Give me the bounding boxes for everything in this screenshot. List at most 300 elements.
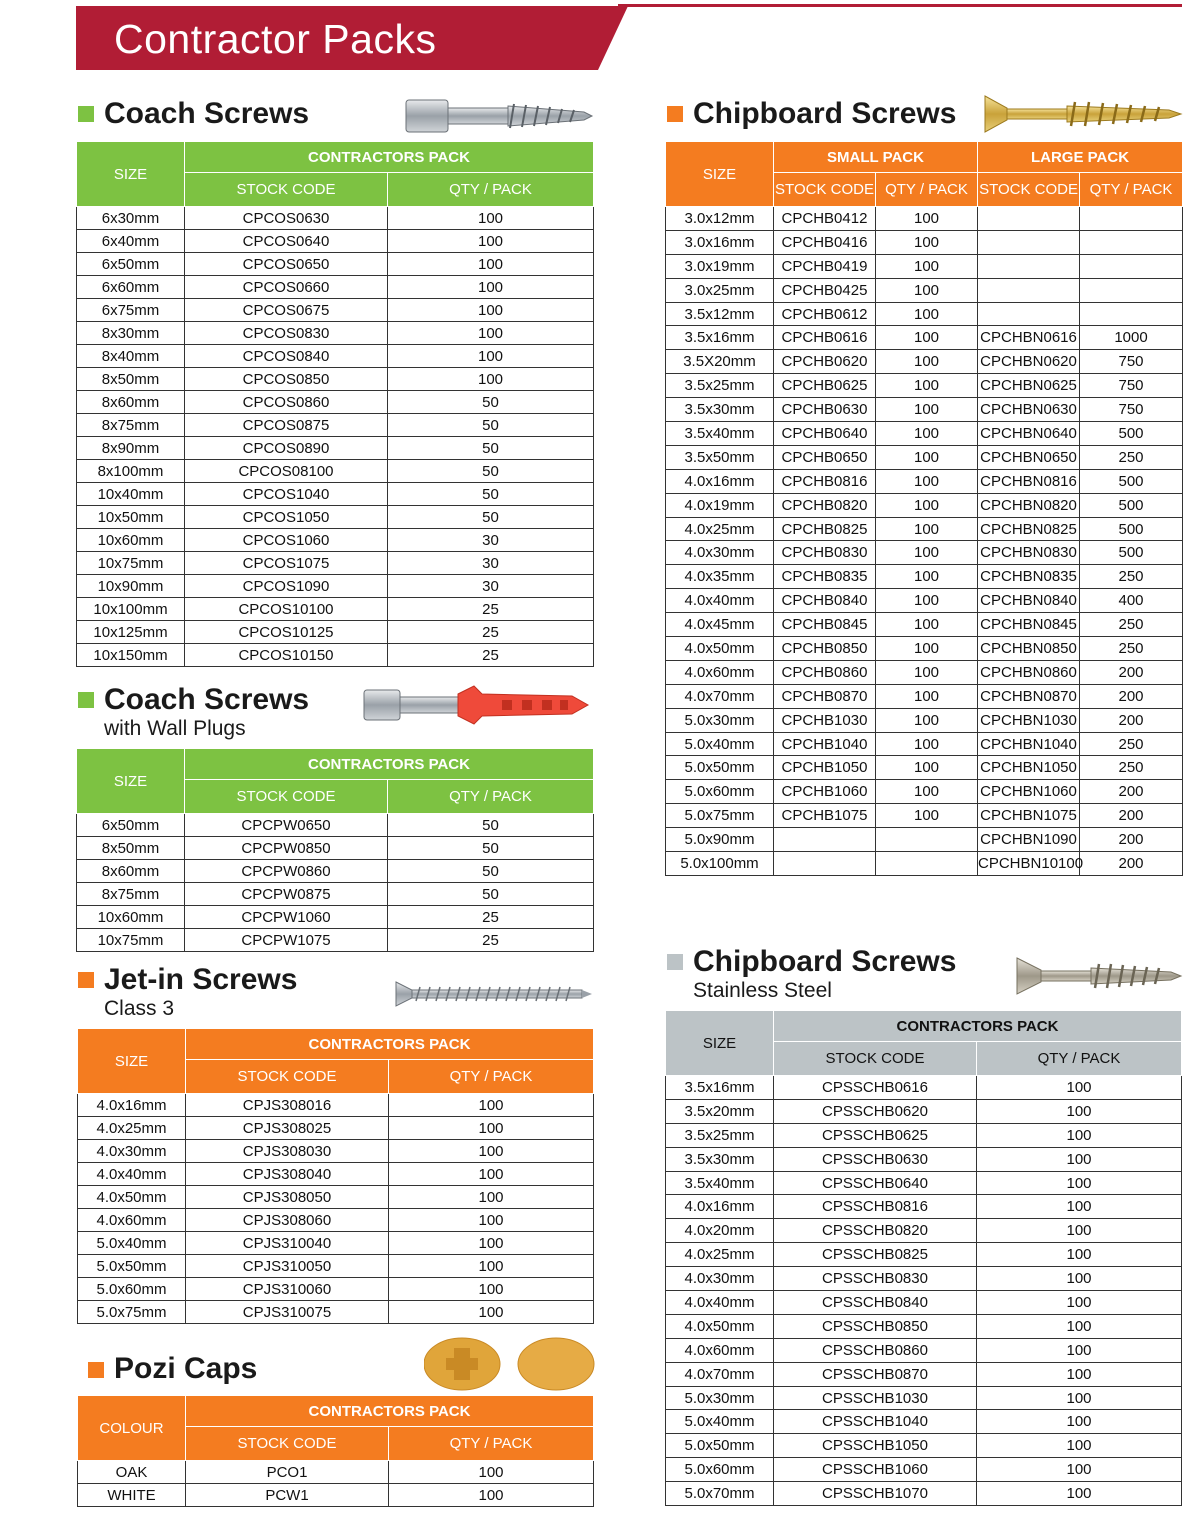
table-cell: 100 [876,613,978,637]
table-cell: 100 [876,422,978,446]
table-cell [978,207,1080,231]
table-cell: 30 [388,529,594,552]
table-cell: CPCPW0650 [185,814,388,837]
table-row [78,1140,594,1163]
table-cell: 100 [876,708,978,732]
table-cell: CPCHBN0620 [978,350,1080,374]
group-header: CONTRACTORS PACK [186,1396,594,1427]
table-row [77,598,594,621]
table-row [666,1338,1182,1362]
wall-plug-icon [362,682,592,728]
table-cell: CPSSCHB1030 [774,1386,977,1410]
table-cell: CPCOS1075 [185,552,388,575]
col-size-header: SIZE [77,749,185,814]
table-cell: 100 [977,1314,1182,1338]
table-cell: 750 [1080,350,1183,374]
table-cell: CPCPW1075 [185,929,388,952]
table-row [666,589,1183,613]
table-cell: CPCHBN0830 [978,541,1080,565]
table-cell: 100 [389,1140,594,1163]
table-cell: CPSSCHB1060 [774,1458,977,1482]
coach-screws-table [76,141,594,667]
table-cell: CPJS308016 [186,1094,389,1117]
table-cell: CPCHB0425 [774,278,876,302]
table-row [77,276,594,299]
table-cell: 100 [388,207,594,230]
orange-square-icon [78,972,94,988]
table-row [77,391,594,414]
section-title: Chipboard Screws [693,97,957,130]
table-cell: CPCHB0845 [774,613,876,637]
table-cell: 400 [1080,589,1183,613]
orange-square-icon [88,1362,104,1378]
table-cell: 4.0x60mm [666,660,774,684]
table-row [666,1386,1182,1410]
jetin-screw-icon [394,978,594,1008]
group-header: CONTRACTORS PACK [774,1011,1182,1042]
table-cell: WHITE [78,1484,186,1507]
table-cell: CPSSCHB0825 [774,1243,977,1267]
table-cell: 5.0x30mm [666,1386,774,1410]
table-cell: CPSSCHB0860 [774,1338,977,1362]
table-cell: 3.5x20mm [666,1099,774,1123]
table-cell: 100 [389,1461,594,1484]
table-cell: CPCHB0640 [774,422,876,446]
section-subtitle: Class 3 [104,997,175,1020]
table-row [78,1301,594,1324]
table-cell: CPCOS08100 [185,460,388,483]
orange-square-icon [667,106,683,122]
table-cell: CPCHBN0616 [978,326,1080,350]
table-cell: CPCHBN0850 [978,637,1080,661]
table-row [78,1186,594,1209]
table-row [666,1267,1182,1291]
table-cell: 100 [876,637,978,661]
table-cell: 100 [876,804,978,828]
table-cell: CPSSCHB0870 [774,1362,977,1386]
table-cell: 200 [1080,684,1183,708]
green-square-icon [78,692,94,708]
table-cell: 50 [388,414,594,437]
table-cell: 100 [876,230,978,254]
table-cell: 200 [1080,780,1183,804]
table-row [77,621,594,644]
table-cell: 5.0x90mm [666,828,774,852]
table-cell: 3.5x12mm [666,302,774,326]
table-row [77,883,594,906]
pozi-caps-table [77,1395,594,1507]
table-cell: CPSSCHB0620 [774,1099,977,1123]
table-row [666,1458,1182,1482]
table-cell: 4.0x60mm [666,1338,774,1362]
table-cell: 500 [1080,422,1183,446]
table-cell [1080,302,1183,326]
table-cell: CPCOS0640 [185,230,388,253]
table-cell: CPSSCHB0616 [774,1076,977,1100]
table-cell: 4.0x50mm [666,637,774,661]
table-cell: CPCPW1060 [185,906,388,929]
table-cell: 3.0x19mm [666,254,774,278]
table-cell: PCO1 [186,1461,389,1484]
table-cell: 100 [876,445,978,469]
table-cell: 4.0x45mm [666,613,774,637]
table-cell: CPCOS0675 [185,299,388,322]
table-row [666,1099,1182,1123]
table-cell: CPCHB1060 [774,780,876,804]
table-body [77,207,594,667]
table-cell: 3.5x30mm [666,1147,774,1171]
table-cell: 4.0x16mm [666,469,774,493]
group-header: CONTRACTORS PACK [185,142,594,173]
table-body [78,1094,594,1324]
table-cell: CPCHBN0840 [978,589,1080,613]
table-cell: CPCHBN0860 [978,660,1080,684]
table-cell: 3.5x25mm [666,374,774,398]
table-cell: CPCHB0850 [774,637,876,661]
table-cell: 6x60mm [77,276,185,299]
table-cell: 10x150mm [77,644,185,667]
col-size-header: SIZE [77,142,185,207]
table-cell: 8x50mm [77,368,185,391]
page-title: Contractor Packs [114,16,437,62]
table-cell: 3.0x25mm [666,278,774,302]
table-cell: CPCOS10150 [185,644,388,667]
table-cell: 6x40mm [77,230,185,253]
table-cell: CPCOS1060 [185,529,388,552]
table-cell: CPSSCHB0850 [774,1314,977,1338]
section-title: Coach Screws [104,683,310,716]
table-cell: CPCHB0840 [774,589,876,613]
stainless-chipboard-table [665,1010,1182,1506]
table-cell: 10x75mm [77,552,185,575]
table-cell: CPCHB1075 [774,804,876,828]
table-cell [1080,254,1183,278]
col-colour-header: COLOUR [78,1396,186,1461]
table-row [666,708,1183,732]
table-cell: 100 [876,517,978,541]
table-cell: CPJS308040 [186,1163,389,1186]
table-row [77,230,594,253]
table-row [77,860,594,883]
table-row [77,644,594,667]
table-cell: 100 [977,1267,1182,1291]
table-cell: 100 [876,374,978,398]
table-cell: 5.0x40mm [666,732,774,756]
table-cell: 3.5X20mm [666,350,774,374]
table-cell: CPCHB0630 [774,398,876,422]
table-cell: 10x75mm [77,929,185,952]
table-row [78,1209,594,1232]
table-cell: 3.5x40mm [666,422,774,446]
table-cell: 100 [977,1434,1182,1458]
table-cell [978,230,1080,254]
table-cell: 8x60mm [77,391,185,414]
table-cell: 200 [1080,828,1183,852]
table-row [666,398,1183,422]
table-cell: 10x50mm [77,506,185,529]
table-cell: 10x60mm [77,906,185,929]
table-cell: 100 [388,299,594,322]
table-cell: 6x50mm [77,253,185,276]
table-cell: CPCOS1050 [185,506,388,529]
table-cell: 50 [388,860,594,883]
table-cell: 200 [1080,804,1183,828]
table-cell: CPJS308050 [186,1186,389,1209]
table-cell: 4.0x70mm [666,684,774,708]
table-cell: 4.0x30mm [78,1140,186,1163]
table-cell: CPCHBN1090 [978,828,1080,852]
table-row [666,350,1183,374]
table-cell: 100 [876,398,978,422]
table-cell: 3.0x16mm [666,230,774,254]
table-cell: 8x30mm [77,322,185,345]
table-cell: 50 [388,460,594,483]
table-cell: 750 [1080,374,1183,398]
table-row [78,1232,594,1255]
table-cell: 4.0x35mm [666,565,774,589]
table-row [666,1195,1182,1219]
table-row [666,1123,1182,1147]
table-cell: CPCHBN0630 [978,398,1080,422]
table-cell [774,852,876,876]
col-code-header: STOCK CODE [978,173,1080,207]
section-subtitle: Stainless Steel [693,979,832,1002]
table-row [77,368,594,391]
table-cell: CPJS310075 [186,1301,389,1324]
table-row [77,345,594,368]
table-cell: 5.0x100mm [666,852,774,876]
table-cell: 100 [876,660,978,684]
table-cell: 4.0x30mm [666,541,774,565]
table-row [666,828,1183,852]
col-qty-header: QTY / PACK [876,173,978,207]
table-cell: CPCOS10100 [185,598,388,621]
col-code-header: STOCK CODE [774,173,876,207]
table-row [666,374,1183,398]
col-size-header: SIZE [666,1011,774,1076]
table-cell: 5.0x75mm [78,1301,186,1324]
table-cell: 3.5x30mm [666,398,774,422]
table-cell: CPCHB0825 [774,517,876,541]
table-cell: CPCOS1040 [185,483,388,506]
table-row [77,575,594,598]
table-cell: 10x60mm [77,529,185,552]
section-title: Pozi Caps [114,1352,258,1385]
table-cell: 200 [1080,708,1183,732]
table-cell: CPCHB0419 [774,254,876,278]
table-cell: CPJS308060 [186,1209,389,1232]
coach-screw-icon [404,94,594,138]
table-row [666,613,1183,637]
table-cell: 25 [388,929,594,952]
table-row [77,299,594,322]
table-cell: 100 [977,1147,1182,1171]
table-cell: 100 [977,1099,1182,1123]
table-cell: CPCOS0850 [185,368,388,391]
table-cell: CPSSCHB0840 [774,1291,977,1315]
table-cell: 50 [388,837,594,860]
table-row [666,207,1183,231]
table-cell: CPCHBN0625 [978,374,1080,398]
table-cell: 4.0x25mm [666,1243,774,1267]
table-cell: CPCHB0820 [774,493,876,517]
table-cell: 100 [876,732,978,756]
banner-top-rule [618,4,1182,7]
table-cell: 5.0x70mm [666,1482,774,1506]
table-cell [1080,278,1183,302]
table-row [666,804,1183,828]
table-cell: 25 [388,621,594,644]
table-cell: CPSSCHB0820 [774,1219,977,1243]
table-cell: 4.0x60mm [78,1209,186,1232]
table-row [666,852,1183,876]
table-cell: 100 [876,254,978,278]
pozi-caps-icon [424,1336,596,1392]
table-cell: 5.0x60mm [666,1458,774,1482]
table-cell: 100 [389,1232,594,1255]
table-row [666,1291,1182,1315]
table-cell: 250 [1080,565,1183,589]
table-cell [978,302,1080,326]
table-cell: CPCHBN0845 [978,613,1080,637]
table-cell: 5.0x40mm [78,1232,186,1255]
table-cell: 3.5x25mm [666,1123,774,1147]
table-row [77,322,594,345]
table-row [666,469,1183,493]
table-cell: CPJS310060 [186,1278,389,1301]
table-row [666,1219,1182,1243]
table-cell: 100 [876,350,978,374]
table-cell: 100 [389,1301,594,1324]
table-cell: CPCOS0830 [185,322,388,345]
table-cell: 3.5x16mm [666,326,774,350]
table-cell: CPCHBN0835 [978,565,1080,589]
table-row [78,1117,594,1140]
table-cell: 100 [388,368,594,391]
table-row [78,1163,594,1186]
section-title: Coach Screws [104,97,310,130]
table-cell: 8x100mm [77,460,185,483]
table-cell: 100 [389,1094,594,1117]
section-subtitle: with Wall Plugs [104,717,246,740]
table-cell: 250 [1080,756,1183,780]
table-row [77,529,594,552]
table-cell: 6x50mm [77,814,185,837]
col-size-header: SIZE [666,142,774,207]
table-cell [876,828,978,852]
table-cell: CPSSCHB0640 [774,1171,977,1195]
table-cell: 100 [388,253,594,276]
table-cell: 100 [876,541,978,565]
table-cell: CPCOS0660 [185,276,388,299]
table-cell: 100 [388,230,594,253]
table-cell: 25 [388,906,594,929]
table-cell: 50 [388,506,594,529]
table-row [77,906,594,929]
table-cell: 4.0x30mm [666,1267,774,1291]
table-row [666,1314,1182,1338]
table-row [666,1147,1182,1171]
table-cell [876,852,978,876]
table-cell: 3.5x40mm [666,1171,774,1195]
table-row [666,1482,1182,1506]
table-cell: 4.0x70mm [666,1362,774,1386]
table-cell: 100 [876,278,978,302]
table-cell: 5.0x75mm [666,804,774,828]
table-cell: CPCHBN1030 [978,708,1080,732]
table-row [77,414,594,437]
table-body [666,1076,1182,1506]
table-cell: CPCOS0650 [185,253,388,276]
table-cell: CPSSCHB1070 [774,1482,977,1506]
table-cell: CPCOS10125 [185,621,388,644]
table-cell: 100 [876,565,978,589]
col-qty-header: QTY / PACK [977,1042,1182,1076]
table-row [666,541,1183,565]
table-row [77,814,594,837]
table-cell: 250 [1080,613,1183,637]
table-cell: 100 [876,469,978,493]
table-cell: 4.0x20mm [666,1219,774,1243]
table-row [77,506,594,529]
table-row [666,1243,1182,1267]
table-cell: 4.0x16mm [666,1195,774,1219]
coach-wall-plugs-table [76,748,594,952]
table-cell: CPCHB0625 [774,374,876,398]
table-row [77,253,594,276]
table-cell: 50 [388,814,594,837]
table-cell: CPCHB1050 [774,756,876,780]
table-cell: CPCHBN1060 [978,780,1080,804]
table-cell: 100 [977,1123,1182,1147]
table-cell [978,254,1080,278]
table-cell: CPCHB0860 [774,660,876,684]
table-cell: CPCHB0816 [774,469,876,493]
table-cell: 5.0x50mm [666,756,774,780]
table-cell: CPSSCHB0630 [774,1147,977,1171]
table-row [666,660,1183,684]
table-cell: CPCHBN0820 [978,493,1080,517]
table-cell: CPCHBN1050 [978,756,1080,780]
table-row [666,637,1183,661]
green-square-icon [78,106,94,122]
table-cell: 100 [876,493,978,517]
col-code-header: STOCK CODE [186,1427,389,1461]
table-cell: 4.0x40mm [666,1291,774,1315]
table-row [666,756,1183,780]
table-cell: CPCHB0870 [774,684,876,708]
table-cell: CPCHBN10100 [978,852,1080,876]
table-cell: CPCHB0650 [774,445,876,469]
table-row [77,437,594,460]
group-header: CONTRACTORS PACK [185,749,594,780]
table-row [78,1484,594,1507]
table-cell: 3.5x16mm [666,1076,774,1100]
table-row [78,1278,594,1301]
table-cell: 10x125mm [77,621,185,644]
col-code-header: STOCK CODE [774,1042,977,1076]
table-row [666,254,1183,278]
table-cell: CPJS308025 [186,1117,389,1140]
table-cell: CPSSCHB0830 [774,1267,977,1291]
table-cell: 8x50mm [77,837,185,860]
table-cell: CPSSCHB0625 [774,1123,977,1147]
col-size-header: SIZE [78,1029,186,1094]
table-row [77,929,594,952]
table-cell: CPCOS0860 [185,391,388,414]
table-cell: 100 [389,1117,594,1140]
col-qty-header: QTY / PACK [388,780,594,814]
